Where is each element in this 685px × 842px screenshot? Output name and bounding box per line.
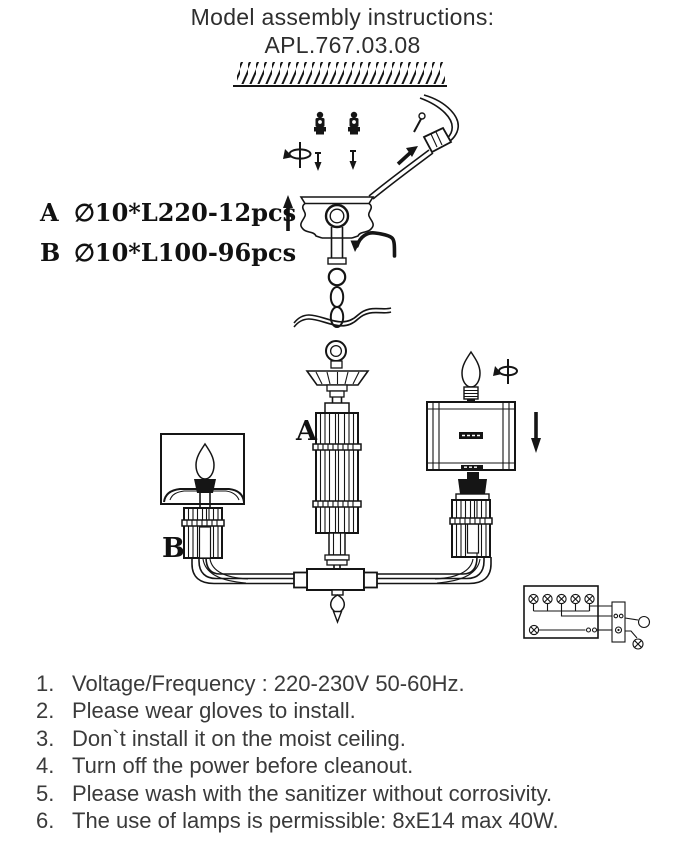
arm-hub-and-finial: [192, 557, 491, 622]
rod-chain-suspension: [294, 227, 391, 368]
screw-icons: [315, 151, 357, 171]
instruction-item: [36, 670, 559, 697]
rotate-anchor-icon: [283, 142, 311, 168]
item-number: 4.: [36, 753, 55, 779]
item-number: 1.: [36, 671, 55, 696]
central-column: [307, 371, 368, 570]
diagram-label-a: A: [296, 416, 317, 447]
mains-wire-and-connector: [369, 95, 458, 199]
terminal-screws: [529, 594, 594, 603]
right-candle-sleeve: [450, 472, 492, 557]
instruction-item: [36, 807, 559, 834]
parts-list: [40, 198, 296, 278]
ceiling-canopy: [283, 195, 373, 238]
item-number: 5.: [36, 780, 55, 806]
item-text: Don`t install it on the moist ceiling.: [72, 725, 406, 751]
page-title: Model assembly instructions:: [190, 4, 495, 30]
item-text: Turn off the power before cleanout.: [72, 753, 414, 779]
instruction-item: [36, 697, 559, 724]
shade-down-arrow-icon: [531, 412, 541, 453]
rotate-bulb-icon: [493, 359, 517, 384]
wall-anchor-icons: [314, 112, 360, 135]
ceiling-hatch: [233, 62, 447, 86]
diagram-label-b: B: [162, 533, 185, 564]
part-spec-a: [40, 198, 296, 238]
terminal-block-wiring-icon: [524, 586, 650, 649]
instruction-item: [36, 780, 559, 807]
part-spec-text: ∅10*L220-12pcs: [74, 198, 297, 227]
item-text: Please wear gloves to install.: [72, 698, 356, 724]
part-letter: B: [40, 238, 61, 267]
instruction-item: [36, 752, 559, 779]
item-number: 3.: [36, 725, 55, 751]
item-text: The use of lamps is permissible: 8xE14 max 40W.: [72, 808, 559, 834]
item-text: Please wash with the sanitizer without corrosivity.: [72, 780, 553, 806]
right-bulb-and-shade: [427, 352, 541, 470]
item-number: 6.: [36, 808, 55, 834]
model-number: APL.767.03.08: [264, 32, 421, 58]
item-text: Voltage/Frequency : 220-230V 50-60Hz.: [72, 671, 465, 696]
part-spec-text: ∅10*L100-96pcs: [74, 238, 297, 267]
item-number: 2.: [36, 698, 55, 724]
instructions-list: [36, 670, 559, 834]
part-letter: A: [40, 198, 59, 227]
instruction-item: [36, 725, 559, 752]
part-spec-b: [40, 238, 296, 278]
